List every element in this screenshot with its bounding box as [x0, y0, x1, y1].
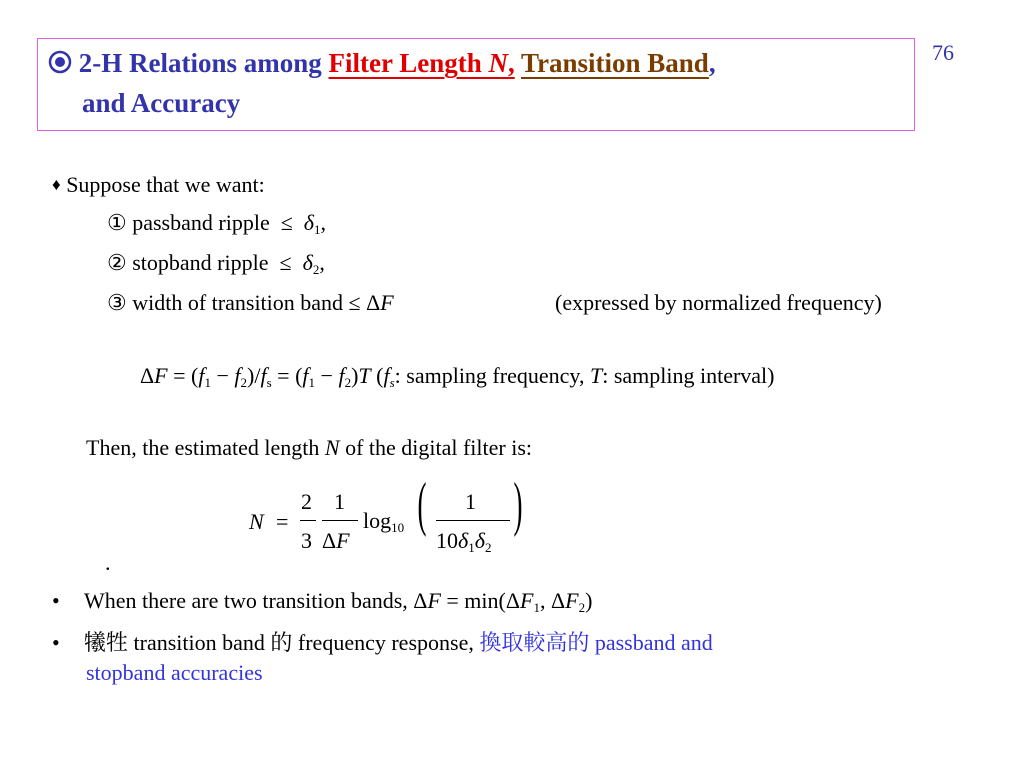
period: .	[105, 550, 111, 575]
formula-inner-den: $10\delta_1\delta_2$	[436, 528, 492, 555]
page-number: 76	[932, 40, 954, 65]
fraction-bar	[300, 520, 316, 521]
formula-equals: =	[276, 509, 289, 534]
title-line2: and Accuracy	[82, 88, 241, 118]
formula-two: 2	[301, 489, 312, 514]
formula-log: $\log_{10}$	[363, 508, 405, 535]
deltaF-equation: $\Delta F = (f_1 - f_2)/f_s = (f_1 - f_2)T$ ($f_s$: sampling frequency, T: sampling interval)	[140, 363, 775, 390]
formula-three: 3	[301, 528, 312, 553]
formula-one: 1	[334, 489, 345, 514]
fraction-bar	[436, 520, 510, 521]
title-comma: ,	[708, 48, 716, 78]
bullet-two-bands: • When there are two transition bands, $\Delta F = \min(\Delta F_1$, $\Delta F_2$)	[52, 588, 593, 615]
title-transition-band: Transition Band	[521, 48, 709, 78]
diamond-bullet-icon: ♦	[52, 175, 61, 194]
formula-N: N	[249, 509, 264, 534]
bullet-tradeoff-line2: stopband accuracies	[86, 660, 263, 685]
title-filter-length: Filter Length N	[328, 48, 508, 78]
bullet-dot-icon: •	[52, 588, 60, 613]
slide-title	[48, 46, 716, 118]
requirement-item-3: ③ width of transition band ≤ ΔF	[107, 290, 394, 315]
formula-deltaF: ΔF	[322, 528, 350, 553]
requirement-item-1: ① passband ripple ≤ $\delta_1$,	[107, 210, 327, 237]
bullet-tradeoff: • 犧牲 transition band 的 frequency response, 換取較高的 passband and	[52, 630, 713, 655]
right-paren: )	[513, 471, 523, 537]
requirement-item-2: ② stopband ripple ≤ $\delta_2$,	[107, 250, 325, 277]
bullet-dot-icon: •	[52, 630, 60, 655]
fraction-bar	[322, 520, 358, 521]
title-comma: ,	[507, 48, 515, 78]
formula-inner-num: 1	[465, 489, 476, 514]
suppose-text: Suppose that we want:	[66, 172, 265, 197]
left-paren: (	[417, 471, 427, 537]
title-prefix: 2-H Relations among	[78, 48, 329, 78]
suppose-line	[52, 172, 265, 198]
bullseye-icon	[48, 48, 79, 78]
normalized-note: (expressed by normalized frequency)	[555, 290, 882, 315]
then-line: Then, the estimated length N of the digital filter is:	[86, 435, 533, 460]
